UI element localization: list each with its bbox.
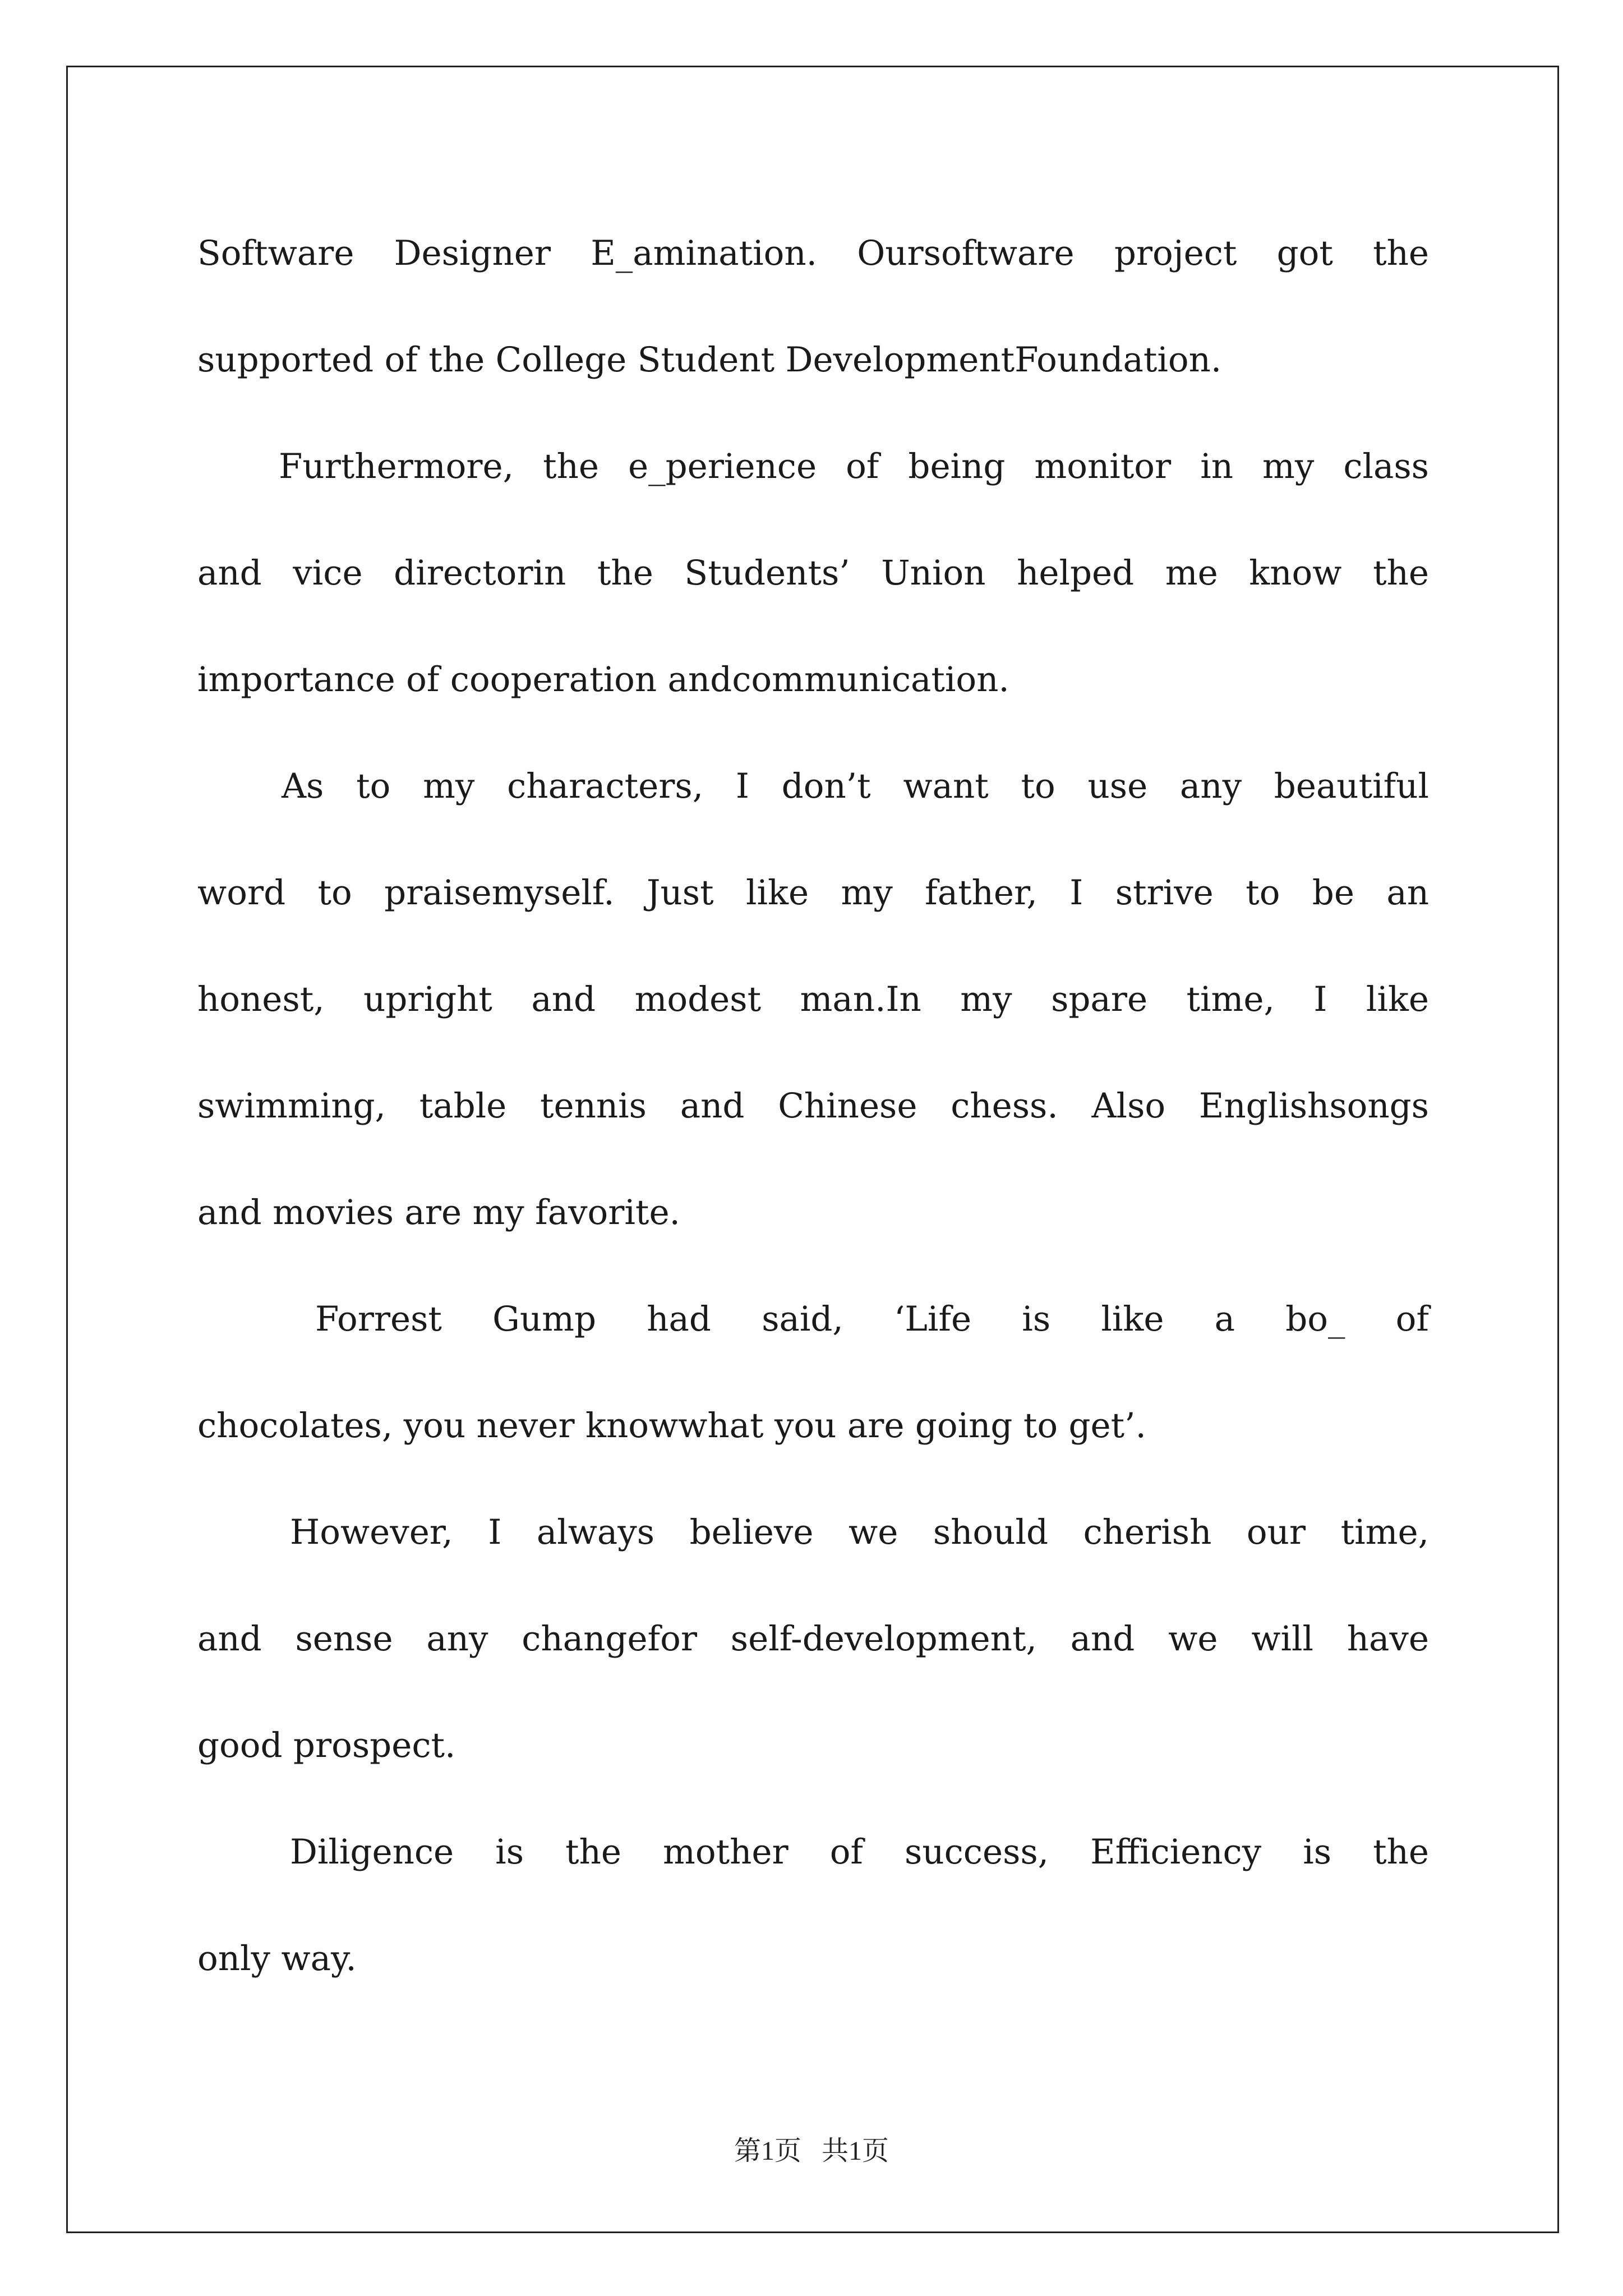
text-line: Forrest Gump had said, ‘Life is like a bo_ of [315,1299,1429,1339]
text-line: and sense any changefor self-development, and we will have [197,1619,1429,1659]
text-line: However, I always believe we should cherish our time, [290,1512,1429,1552]
page-footer [0,2129,1623,2168]
page-number-total: 共1页 [822,2136,889,2166]
text-line: word to praisemyself. Just like my father, I strive to be an [197,873,1429,913]
text-line: good prospect. [197,1726,456,1765]
text-line: swimming, table tennis and Chinese chess. Also Englishsongs [197,1086,1429,1126]
text-line: As to my characters, I don’t want to use any beautiful [282,766,1429,806]
text-line: Software Designer E_amination. Oursoftware project got the [197,233,1429,273]
text-line: importance of cooperation andcommunication. [197,660,1009,700]
text-line: chocolates, you never knowwhat you are going to get’. [197,1406,1146,1446]
text-line: supported of the College Student DevelopmentFoundation. [197,340,1222,380]
page-number-current: 第1页 [734,2136,801,2166]
text-line: and movies are my favorite. [197,1193,680,1232]
footer-spacer [801,2136,822,2166]
text-line: and vice directorin the Students’ Union helped me know the [197,553,1429,593]
document-body [197,217,1429,2029]
text-line: Furthermore, the e_perience of being monitor in my class [279,447,1429,486]
text-line: honest, upright and modest man.In my spare time, I like [197,979,1429,1019]
text-line: Diligence is the mother of success, Efficiency is the [290,1832,1429,1872]
text-line: only way. [197,1939,357,1978]
